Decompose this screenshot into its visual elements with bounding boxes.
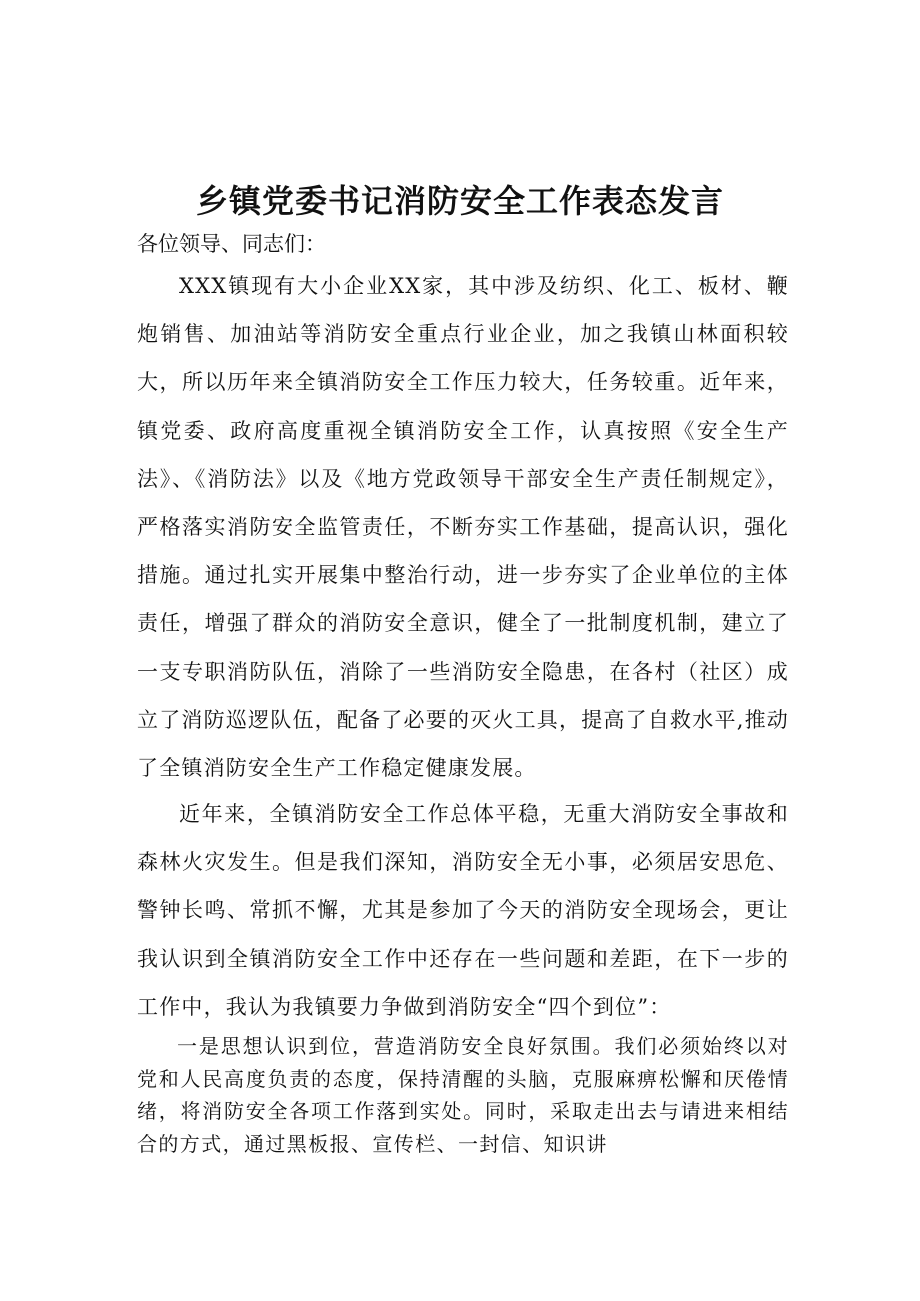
- paragraph-3: 一是思想认识到位，营造消防安全良好氛围。我们必须始终以对党和人民高度负责的态度，保持清醒的头脑，克服麻痹松懈和厌倦情绪，将消防安全各项工作落到实处。同时，采取走出去与请进来相结合的方式，通过黑板报、宣传栏、一封信、知识讲: [137, 1034, 789, 1156]
- paragraph-1: XXX镇现有大小企业XX家，其中涉及纺织、化工、板材、鞭炮销售、加油站等消防安全重点行业企业，加之我镇山林面积较大，所以历年来全镇消防安全工作压力较大，任务较重。近年来，镇党委、政府高度重视全镇消防安全工作，认真按照《安全生产法》、《消防法》以及《地方党政领导干部安全生产责任制规定》，严格落实消防安全监管责任，不断夯实工作基础，提高认识，强化措施。通过扎实开展集中整治行动，进一步夯实了企业单位的主体责任，增强了群众的消防安全意识，健全了一批制度机制，建立了一支专职消防队伍，消除了一些消防安全隐患，在各村（社区）成立了消防巡逻队伍，配备了必要的灭火工具，提高了自救水平,推动了全镇消防安全生产工作稳定健康发展。: [137, 274, 789, 781]
- document-title: 乡镇党委书记消防安全工作表态发言: [195, 182, 724, 221]
- paragraph-2: 近年来，全镇消防安全工作总体平稳，无重大消防安全事故和森林火灾发生。但是我们深知，消防安全无小事，必须居安思危、警钟长鸣、常抓不懈，尤其是参加了今天的消防安全现场会，更让我认识到全镇消防安全工作中还存在一些问题和差距，在下一步的工作中，我认为我镇要力争做到消防安全“四个到位”：: [137, 802, 789, 1019]
- salutation: 各位领导、同志们：: [137, 232, 326, 256]
